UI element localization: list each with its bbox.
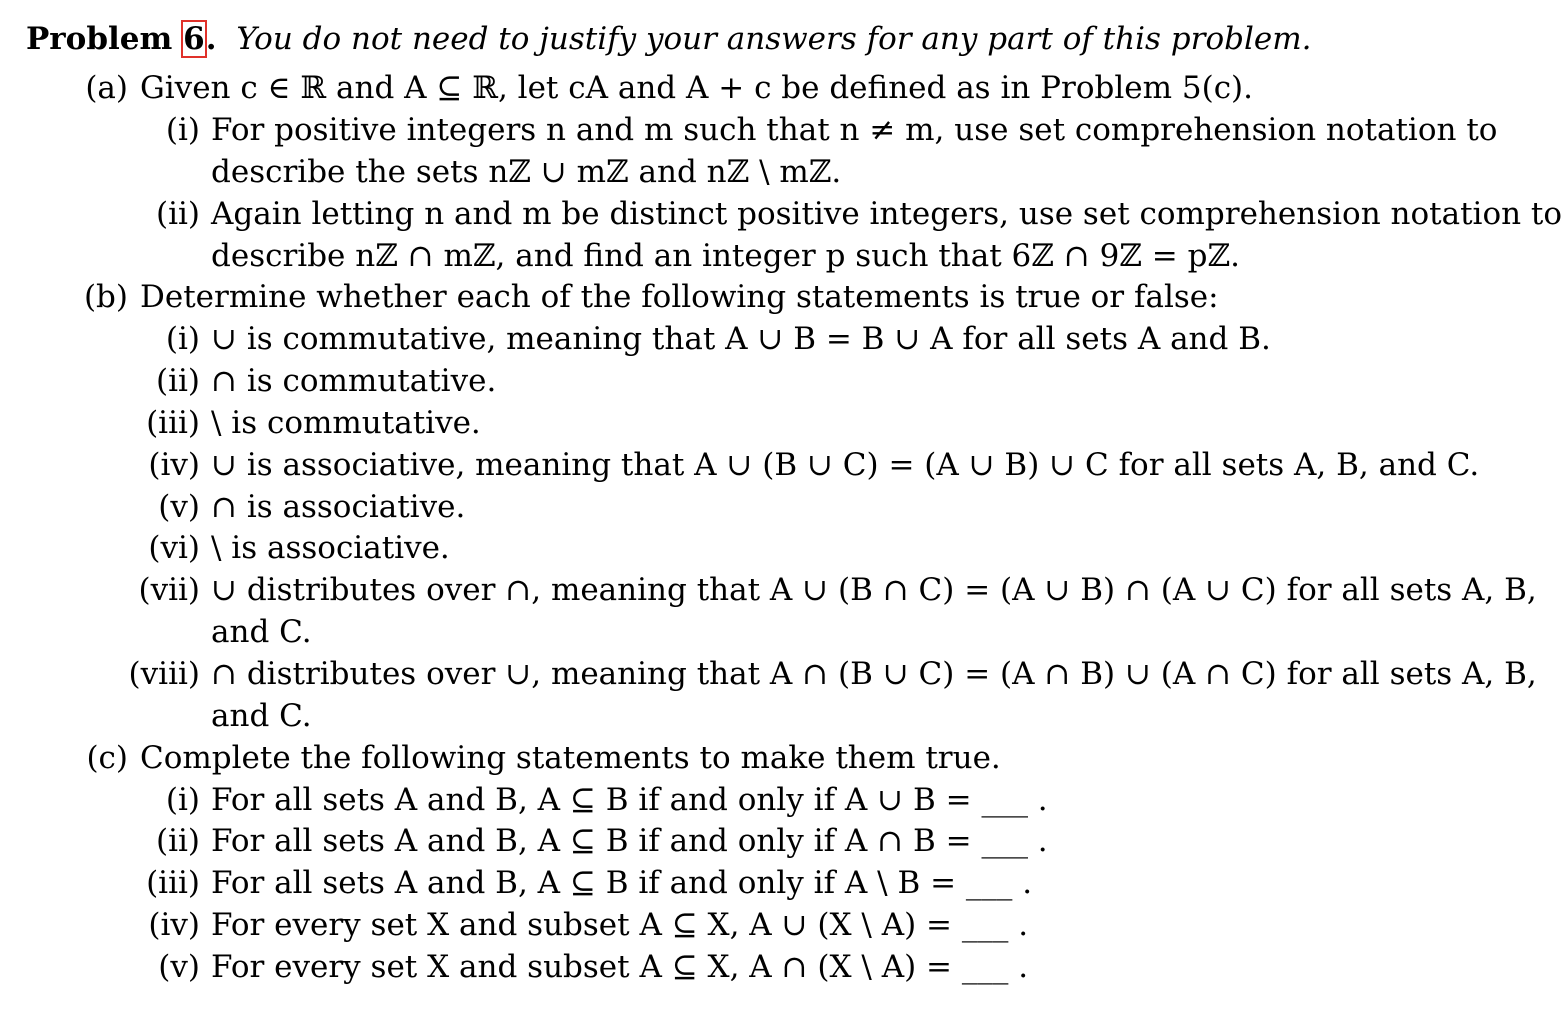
part-a-ii-label: (ii) [155, 196, 200, 232]
part-b-viii-line2: and C. [211, 698, 312, 734]
part-b-vii-line2: and C. [211, 614, 312, 650]
problem-header [26, 19, 1311, 59]
part-b-vi-label: (vi) [148, 530, 200, 566]
part-b-iii-line: \ is commutative. [211, 405, 481, 441]
part-b-i-label: (i) [165, 321, 200, 357]
part-b-vii-line1: ∪ distributes over ∩, meaning that A ∪ (B ∩ C) = (A ∪ B) ∩ (A ∪ C) for all sets A, B, [211, 572, 1537, 608]
part-a-i-line2: describe the sets nℤ ∪ mℤ and nℤ \ mℤ. [211, 154, 842, 190]
part-c-ii-line: For all sets A and B, A ⊆ B if and only if A ∩ B = ___ . [211, 823, 1048, 859]
part-b-viii-line1: ∩ distributes over ∪, meaning that A ∩ (B ∪ C) = (A ∩ B) ∪ (A ∩ C) for all sets A, B, [211, 656, 1537, 692]
part-b-vi-line: \ is associative. [211, 530, 450, 566]
part-b-iv-label: (iv) [148, 447, 200, 483]
part-c-text: Complete the following statements to make them true. [140, 740, 1001, 776]
part-b-ii-label: (ii) [155, 363, 200, 399]
part-c-v-label: (v) [158, 949, 200, 985]
part-b-i-line: ∪ is commutative, meaning that A ∪ B = B ∪ A for all sets A and B. [211, 321, 1271, 357]
part-c-iii-label: (iii) [146, 865, 200, 901]
problem-word: Problem [26, 21, 173, 57]
part-b-text: Determine whether each of the following statements is true or false: [140, 279, 1219, 315]
part-b-ii-line: ∩ is commutative. [211, 363, 497, 399]
problem-period: . [205, 21, 217, 57]
part-c-ii-label: (ii) [155, 823, 200, 859]
part-a-i-label: (i) [165, 112, 200, 148]
part-c-iii-line: For all sets A and B, A ⊆ B if and only if A \ B = ___ . [211, 865, 1033, 901]
part-b-v-label: (v) [158, 489, 200, 525]
part-c-i-label: (i) [165, 782, 200, 818]
part-b-label: (b) [83, 279, 128, 315]
part-b-iv-line: ∪ is associative, meaning that A ∪ (B ∪ C) = (A ∪ B) ∪ C for all sets A, B, and C. [211, 447, 1480, 483]
problem-instruction: You do not need to justify your answers for any part of this problem. [236, 21, 1312, 57]
part-c-v-line: For every set X and subset A ⊆ X, A ∩ (X \ A) = ___ . [211, 949, 1029, 985]
part-c-label: (c) [86, 740, 128, 776]
part-a-i-line1: For positive integers n and m such that n ≠ m, use set comprehension notation to [211, 112, 1498, 148]
part-b-viii-label: (viii) [128, 656, 200, 692]
problem-number: 6 [183, 21, 205, 57]
part-a-text: Given c ∈ ℝ and A ⊆ ℝ, let cA and A + c be defined as in Problem 5(c). [140, 70, 1254, 106]
part-c-iv-label: (iv) [148, 907, 200, 943]
part-b-iii-label: (iii) [146, 405, 200, 441]
part-c-i-line: For all sets A and B, A ⊆ B if and only if A ∪ B = ___ . [211, 782, 1048, 818]
part-b-vii-label: (vii) [138, 572, 200, 608]
part-b-v-line: ∩ is associative. [211, 489, 466, 525]
part-c-iv-line: For every set X and subset A ⊆ X, A ∪ (X \ A) = ___ . [211, 907, 1029, 943]
part-a-label: (a) [85, 70, 128, 106]
part-a-ii-line1: Again letting n and m be distinct positive integers, use set comprehension notation to [211, 196, 1563, 232]
part-a-ii-line2: describe nℤ ∩ mℤ, and find an integer p such that 6ℤ ∩ 9ℤ = pℤ. [211, 238, 1240, 274]
